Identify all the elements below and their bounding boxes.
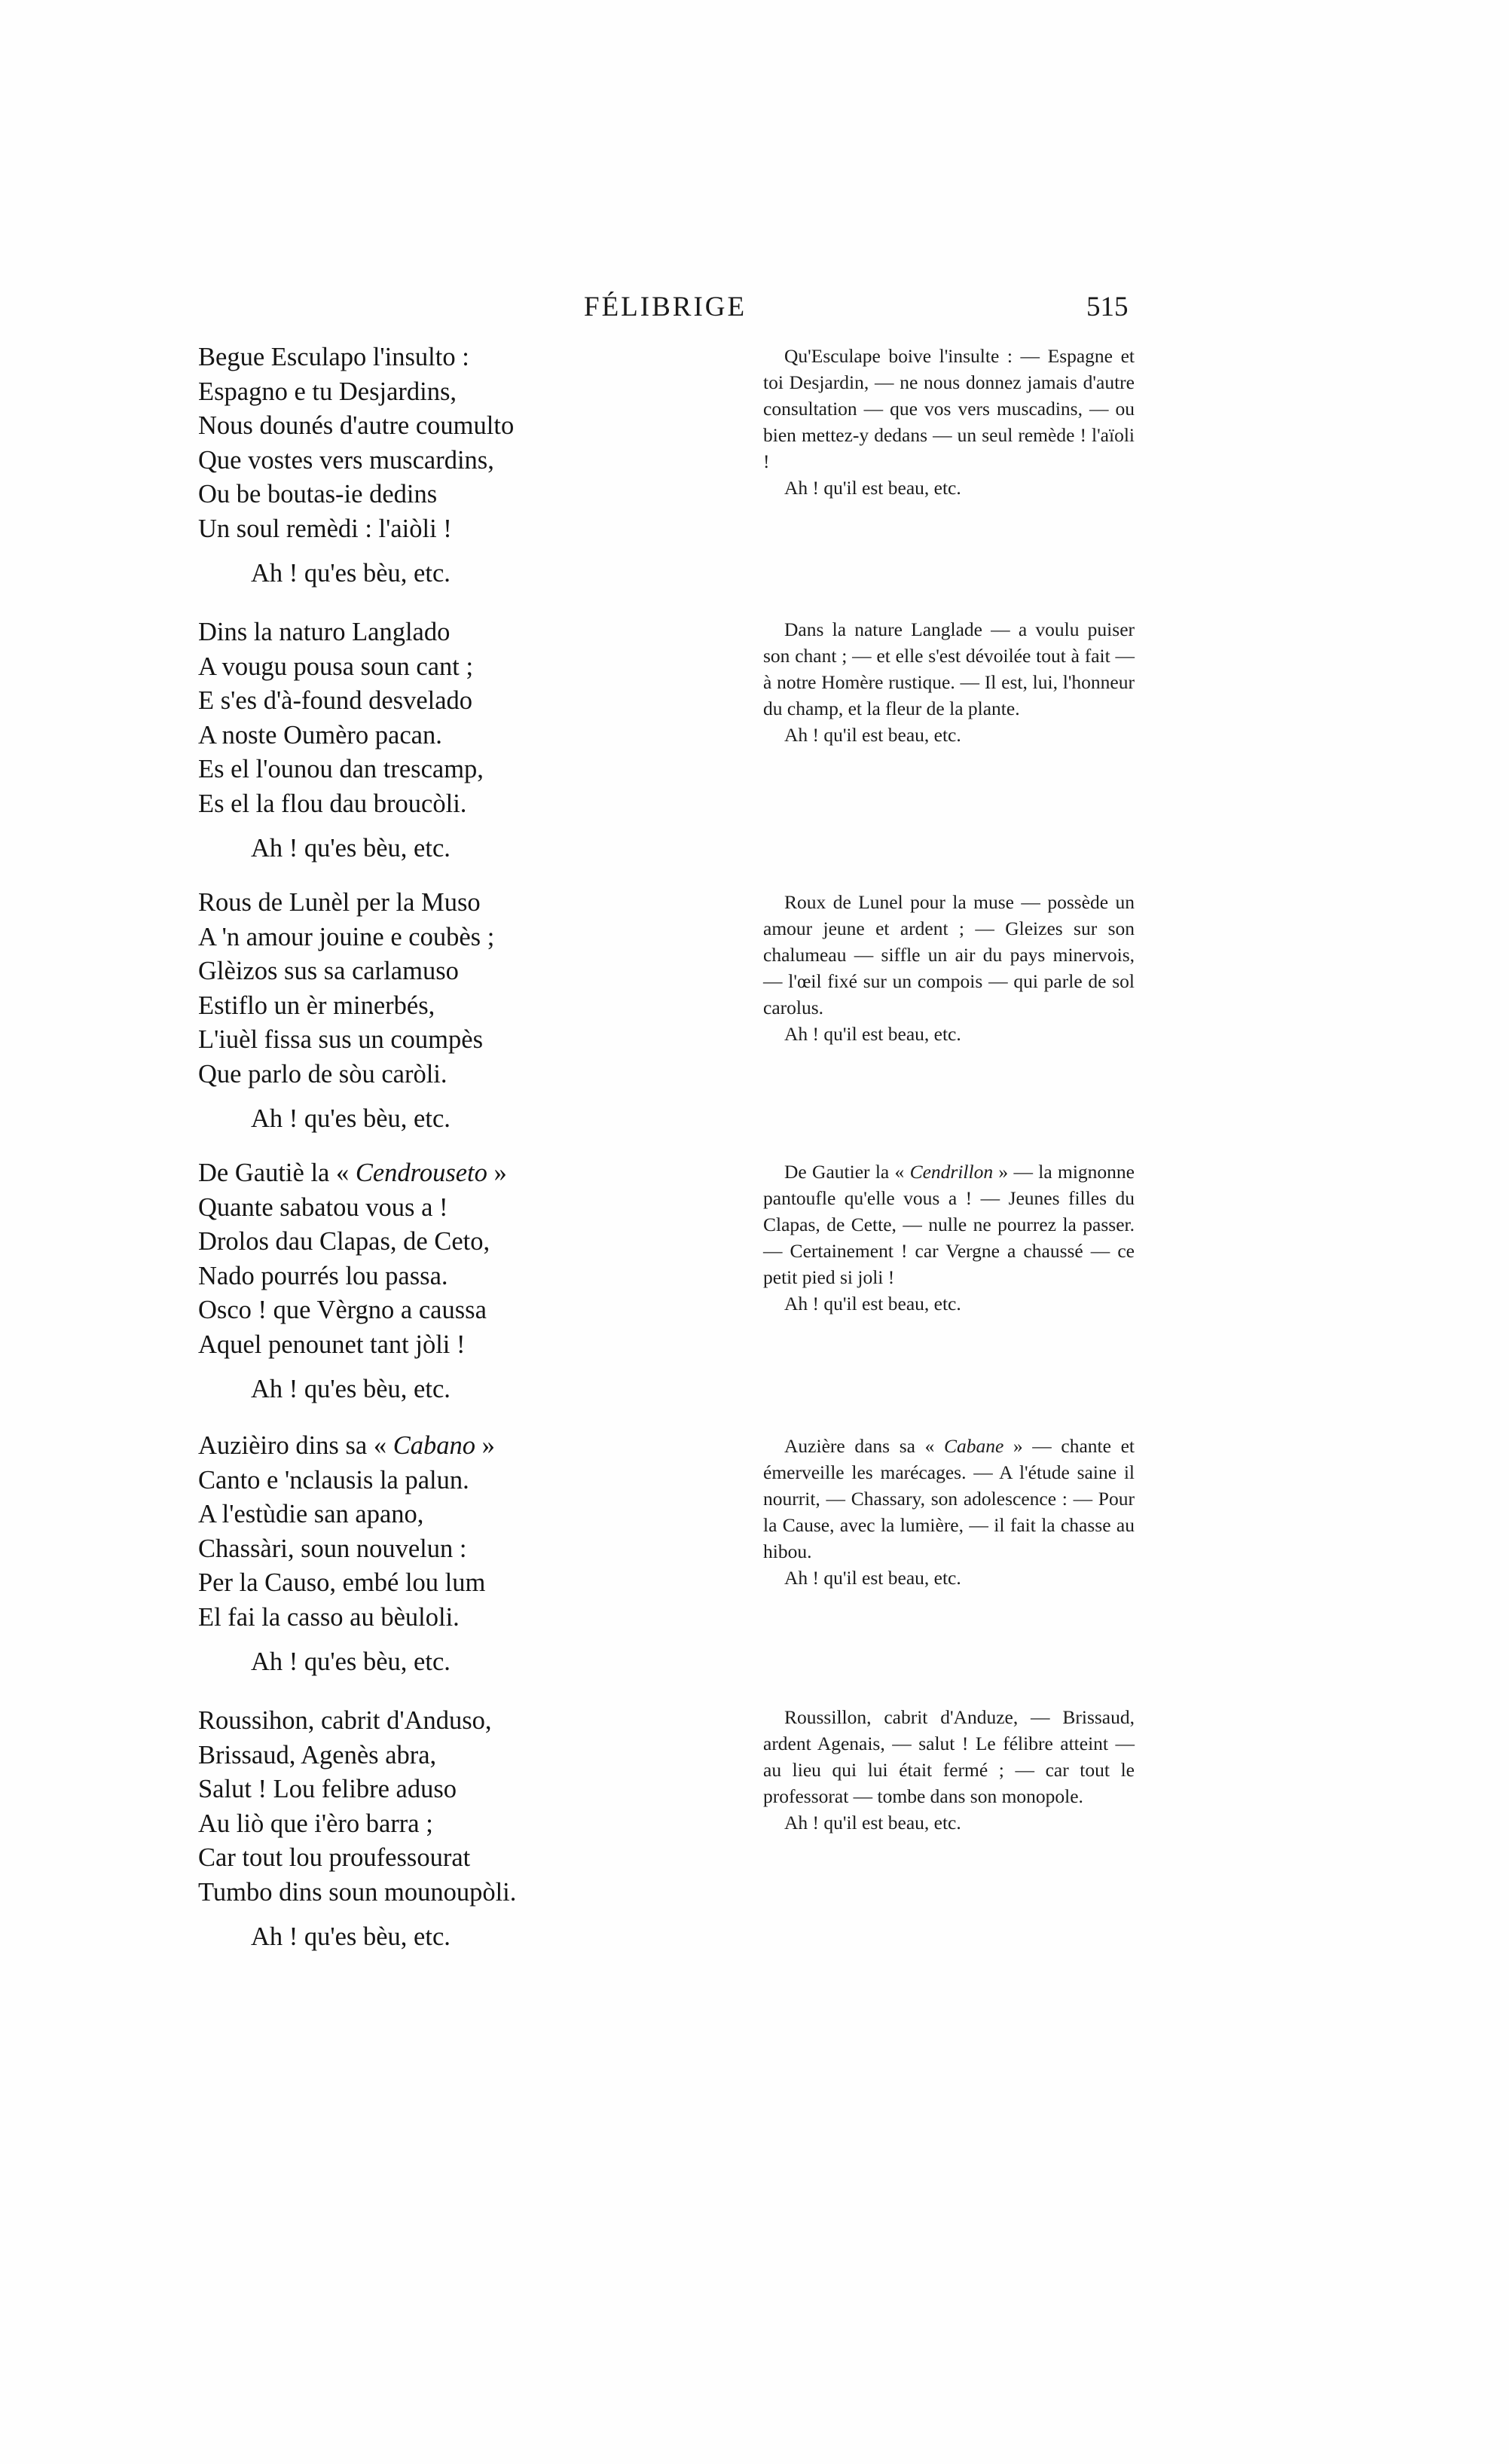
translation-refrain: Ah ! qu'il est beau, etc. [784,1812,961,1833]
refrain: Ah ! qu'es bèu, etc. [251,1647,451,1676]
translation-text: Roussillon, cabrit d'Anduze, — Brissaud, ardent Agenais, — salut ! Le félibre atteint — au lieu qui lui était fermé ; — car tout le professorat — tombe dans son monopole. [763,1706,1135,1807]
translation-prefix: Auzière dans sa « [784,1435,944,1457]
verse-line: Brissaud, Agenès abra, [198,1740,437,1769]
verse-line: Dins la naturo Langlado [198,618,451,646]
translation-refrain: Ah ! qu'il est beau, etc. [784,1023,961,1045]
verse-line: Quante sabatou vous a ! [198,1192,448,1222]
verse-line: Canto e 'nclausis la palun. [198,1465,469,1495]
translation-3 [763,889,1135,1047]
verse-suffix: » [475,1431,495,1460]
translation-text [763,1159,1135,1290]
translation-text [763,1433,1135,1565]
verse-prefix: Auzièiro dins sa « [198,1431,393,1460]
page-number: 515 [1086,292,1129,322]
verse-prefix: De Gautiè la « [198,1159,356,1187]
translation-text: Dans la nature Langlade — a voulu puiser son chant ; — et elle s'est dévoilée tout à fait — à notre Homère rustique. — Il est, lui, l'honneur du champ, et la fleur de la plante. [763,618,1135,719]
stanza-2 [198,615,680,866]
stanza-1 [198,340,680,591]
verse-line: Ou be boutas-ie dedins [198,480,438,508]
running-header-title: FÉLIBRIGE [584,292,747,322]
verse-line: Per la Causo, embé lou lum [198,1568,486,1597]
verse-line: Es el l'ounou dan trescamp, [198,755,484,783]
stanza-6 [198,1704,680,1955]
verse-line: Chassàri, soun nouvelun : [198,1534,467,1563]
verse-line: El fai la casso au bèuloli. [198,1602,460,1632]
translation-refrain: Ah ! qu'il est beau, etc. [784,1567,961,1589]
translation-suffix: » — la mignonne pantoufle qu'elle vous a ! — Jeunes filles du Clapas, de Cette, — nulle ne pourrez la passer. — Certainement ! car Vergne a chaussé — ce petit pied si joli ! [763,1161,1135,1288]
stanza-3 [198,886,680,1137]
translation-title: Cendrillon [909,1161,994,1183]
verse-suffix: » [487,1159,507,1187]
verse-line: Car tout lou proufessourat [198,1843,471,1872]
translation-4 [763,1159,1135,1317]
verse-line: Espagno e tu Desjardins, [198,377,457,406]
refrain: Ah ! qu'es bèu, etc. [251,1375,451,1403]
verse-line: E s'es d'à-found desvelado [198,686,473,715]
refrain: Ah ! qu'es bèu, etc. [251,834,451,863]
verse-line: Que vostes vers muscardins, [198,445,494,475]
verse-line: Nado pourrés lou passa. [198,1261,448,1290]
verse-line: Salut ! Lou felibre aduso [198,1775,457,1803]
verse-line: Glèizos sus sa carlamuso [198,957,459,985]
translation-2 [763,616,1135,748]
verse-line: Drolos dau Clapas, de Ceto, [198,1227,490,1256]
verse-line: Aquel penounet tant jòli ! [198,1330,466,1359]
translation-prefix: De Gautier la « [784,1161,910,1183]
verse-line: Nous dounés d'autre coumulto [198,411,515,440]
stanza-4 [198,1156,680,1407]
verse-line: Rous de Lunèl per la Muso [198,888,481,917]
verse-line: Tumbo dins soun mounoupòli. [198,1877,517,1907]
verse-line: A noste Oumèro pacan. [198,720,442,750]
verse-line: Osco ! que Vèrgno a caussa [198,1296,487,1324]
translation-1 [763,343,1135,501]
poem-title: Cendrouseto [355,1159,487,1187]
translation-text: Roux de Lunel pour la muse — possède un amour jeune et ardent ; — Gleizes sur son chalumeau — siffle un air du pays minervois, — l'œil fixé sur un compois — qui parle de sol carolus. [763,891,1135,1018]
verse-line: A vougu pousa soun cant ; [198,652,474,681]
refrain: Ah ! qu'es bèu, etc. [251,1922,451,1951]
translation-text: Qu'Esculape boive l'insulte : — Espagne et toi Desjardin, — ne nous donnez jamais d'autre consultation — que vos vers muscadins, — ou bien mettez-y dedans — un seul remède ! l'aïoli ! [763,345,1135,472]
verse-line: Roussihon, cabrit d'Anduso, [198,1706,492,1735]
translation-refrain: Ah ! qu'il est beau, etc. [784,724,961,746]
translation-suffix: » — chante et émerveille les marécages. — A l'étude saine il nourrit, — Chassary, son adolescence : — Pour la Cause, avec la lumière, — il fait la chasse au hibou. [763,1435,1135,1562]
verse-line: Estiflo un èr minerbés, [198,991,435,1020]
verse-line: Au liò que i'èro barra ; [198,1809,433,1838]
verse-line [198,1429,680,1464]
verse-line: Que parlo de sòu caròli. [198,1059,448,1088]
verse-line: A 'n amour jouine e coubès ; [198,922,495,951]
verse-line [198,1156,680,1191]
stanza-5 [198,1429,680,1680]
verse-line: Begue Esculapo l'insulto : [198,343,469,371]
verse-line: L'iuèl fissa sus un coumpès [198,1025,484,1054]
poem-title: Cabano [393,1431,475,1460]
refrain: Ah ! qu'es bèu, etc. [251,1104,451,1133]
verse-line: Es el la flou dau broucòli. [198,789,467,818]
refrain: Ah ! qu'es bèu, etc. [251,559,451,588]
translation-refrain: Ah ! qu'il est beau, etc. [784,477,961,499]
translation-refrain: Ah ! qu'il est beau, etc. [784,1293,961,1314]
verse-line: Un soul remèdi : l'aiòli ! [198,514,452,543]
translation-title: Cabane [943,1435,1004,1457]
translation-6 [763,1704,1135,1836]
verse-line: A l'estùdie san apano, [198,1500,424,1528]
translation-5 [763,1433,1135,1591]
